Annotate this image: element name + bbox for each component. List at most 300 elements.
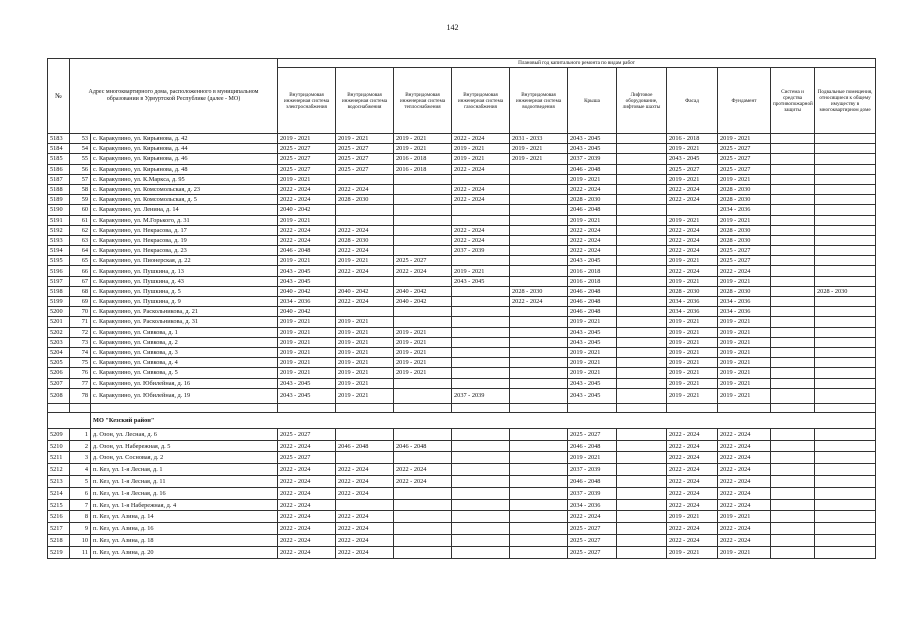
- row-id: 5213: [48, 476, 70, 488]
- row-value: [394, 487, 452, 499]
- row-value: 2019 - 2021: [452, 266, 510, 276]
- row-value: [617, 440, 667, 452]
- table-row: [48, 452, 876, 464]
- row-value: [815, 452, 876, 464]
- row-value: [336, 428, 394, 440]
- header-work-type: Внутридомовая инженерная система электроснабжения: [278, 68, 336, 134]
- row-number: 63: [70, 235, 91, 245]
- empty-cell: [452, 404, 510, 413]
- row-id: 5201: [48, 317, 70, 327]
- row-value: [815, 499, 876, 511]
- row-value: 2022 - 2024: [336, 487, 394, 499]
- row-value: 2019 - 2021: [718, 388, 771, 404]
- row-number: 78: [70, 388, 91, 404]
- row-value: [771, 134, 815, 144]
- row-address: п. Кез, ул. Азина, д. 16: [91, 523, 278, 535]
- row-value: 2019 - 2021: [667, 144, 718, 154]
- row-id: 5215: [48, 499, 70, 511]
- table-row: [48, 499, 876, 511]
- row-value: [452, 428, 510, 440]
- row-value: 2043 - 2045: [278, 388, 336, 404]
- row-value: 2037 - 2039: [568, 464, 617, 476]
- row-value: [510, 215, 568, 225]
- row-value: [336, 174, 394, 184]
- row-value: [771, 317, 815, 327]
- row-value: [771, 215, 815, 225]
- row-value: [771, 195, 815, 205]
- header-work-type: Лифтовое оборудование, лифтовые шахты: [617, 68, 667, 134]
- row-value: [452, 174, 510, 184]
- row-address: с. Каракулино, ул. Сивкова, д. 2: [91, 337, 278, 347]
- row-value: 2025 - 2027: [336, 164, 394, 174]
- row-address: с. Каракулино, ул. Пионерская, д. 22: [91, 256, 278, 266]
- empty-cell: [667, 404, 718, 413]
- row-number: 10: [70, 535, 91, 547]
- row-value: [394, 535, 452, 547]
- row-value: [394, 184, 452, 194]
- row-id: 5185: [48, 154, 70, 164]
- row-number: 56: [70, 164, 91, 174]
- row-value: [815, 440, 876, 452]
- row-value: [510, 358, 568, 368]
- row-value: 2025 - 2027: [568, 546, 617, 558]
- row-value: [815, 347, 876, 357]
- row-value: [617, 246, 667, 256]
- row-id: 5209: [48, 428, 70, 440]
- row-address: с. Каракулино, ул. Пушкина, д. 9: [91, 297, 278, 307]
- row-value: 2046 - 2048: [568, 476, 617, 488]
- row-value: [617, 358, 667, 368]
- row-value: [452, 205, 510, 215]
- row-value: [771, 378, 815, 388]
- row-value: [510, 327, 568, 337]
- row-address: с. Каракулино, ул. Сивкова, д. 3: [91, 347, 278, 357]
- row-address: с. Каракулино, ул. Сивкова, д. 4: [91, 358, 278, 368]
- row-value: 2019 - 2021: [452, 154, 510, 164]
- row-value: [617, 164, 667, 174]
- row-value: 2022 - 2024: [667, 499, 718, 511]
- row-number: 1: [70, 428, 91, 440]
- table-row: [48, 184, 876, 194]
- row-value: [771, 205, 815, 215]
- row-value: [336, 307, 394, 317]
- row-value: 2025 - 2027: [278, 428, 336, 440]
- row-value: 2019 - 2021: [336, 358, 394, 368]
- row-value: [394, 174, 452, 184]
- empty-cell: [394, 404, 452, 413]
- row-value: 2043 - 2045: [667, 154, 718, 164]
- row-id: 5197: [48, 276, 70, 286]
- row-value: 2040 - 2042: [394, 297, 452, 307]
- row-value: 2025 - 2027: [718, 256, 771, 266]
- row-address: п. Кез, ул. Азина, д. 18: [91, 535, 278, 547]
- row-number: 75: [70, 358, 91, 368]
- row-value: [617, 327, 667, 337]
- row-value: 2019 - 2021: [667, 511, 718, 523]
- row-value: [771, 440, 815, 452]
- row-value: 2022 - 2024: [718, 476, 771, 488]
- header-work-type: Внутридомовая инженерная система водоотведения: [510, 68, 568, 134]
- row-value: 2040 - 2042: [278, 286, 336, 296]
- row-value: 2022 - 2024: [568, 184, 617, 194]
- row-address: с. Каракулино, ул. Ленина, д. 14: [91, 205, 278, 215]
- row-value: 2037 - 2039: [568, 154, 617, 164]
- row-value: [336, 276, 394, 286]
- row-value: [771, 225, 815, 235]
- row-value: [394, 215, 452, 225]
- row-number: 70: [70, 307, 91, 317]
- row-value: 2019 - 2021: [278, 174, 336, 184]
- row-value: [510, 476, 568, 488]
- row-value: 2019 - 2021: [667, 174, 718, 184]
- row-value: 2022 - 2024: [452, 134, 510, 144]
- row-value: [815, 174, 876, 184]
- row-value: 2022 - 2024: [278, 523, 336, 535]
- table-row: [48, 464, 876, 476]
- row-value: [815, 476, 876, 488]
- row-value: [510, 452, 568, 464]
- row-value: [510, 464, 568, 476]
- row-value: [617, 337, 667, 347]
- row-value: [771, 246, 815, 256]
- row-value: [452, 487, 510, 499]
- row-value: [452, 535, 510, 547]
- row-value: [815, 307, 876, 317]
- row-address: с. Каракулино, ул. Пушкина, д. 13: [91, 266, 278, 276]
- row-value: 2022 - 2024: [718, 487, 771, 499]
- row-number: 7: [70, 499, 91, 511]
- row-value: [394, 246, 452, 256]
- row-value: [771, 546, 815, 558]
- row-value: [815, 358, 876, 368]
- row-value: [771, 487, 815, 499]
- row-value: 2040 - 2042: [394, 286, 452, 296]
- row-value: 2019 - 2021: [718, 327, 771, 337]
- row-value: [617, 215, 667, 225]
- header-work-type: Подвальные помещения, относящиеся к общему имуществу в многоквартирном доме: [815, 68, 876, 134]
- row-id: 5205: [48, 358, 70, 368]
- row-value: 2025 - 2027: [568, 428, 617, 440]
- row-value: [394, 523, 452, 535]
- row-value: 2022 - 2024: [278, 195, 336, 205]
- row-value: [510, 428, 568, 440]
- row-value: 2046 - 2048: [568, 164, 617, 174]
- row-value: [510, 256, 568, 266]
- row-value: [510, 388, 568, 404]
- row-value: 2019 - 2021: [452, 144, 510, 154]
- row-value: 2022 - 2024: [718, 452, 771, 464]
- row-number: 77: [70, 378, 91, 388]
- row-value: 2040 - 2042: [278, 205, 336, 215]
- row-id: 5184: [48, 144, 70, 154]
- row-value: [771, 256, 815, 266]
- table-row: [48, 378, 876, 388]
- row-value: [815, 317, 876, 327]
- row-value: 2022 - 2024: [278, 225, 336, 235]
- row-id: 5186: [48, 164, 70, 174]
- row-value: [771, 535, 815, 547]
- table-row: [48, 317, 876, 327]
- row-value: [510, 266, 568, 276]
- row-value: [815, 195, 876, 205]
- row-value: [815, 164, 876, 174]
- row-value: [510, 368, 568, 378]
- row-value: [452, 215, 510, 225]
- row-value: 2046 - 2048: [394, 440, 452, 452]
- row-value: [771, 388, 815, 404]
- table-row: [48, 174, 876, 184]
- empty-cell: [617, 404, 667, 413]
- row-value: 2034 - 2036: [667, 297, 718, 307]
- page-number: 142: [446, 23, 459, 32]
- row-address: с. Каракулино, ул. Комсомольская, д. 5: [91, 195, 278, 205]
- row-value: [617, 184, 667, 194]
- header-work-type: Система и средства противопожарной защиты: [771, 68, 815, 134]
- row-value: [510, 195, 568, 205]
- row-value: 2028 - 2030: [718, 184, 771, 194]
- row-value: 2025 - 2027: [568, 535, 617, 547]
- row-value: 2019 - 2021: [568, 452, 617, 464]
- row-value: 2043 - 2045: [568, 337, 617, 347]
- row-value: [771, 368, 815, 378]
- row-value: [510, 246, 568, 256]
- row-value: 2022 - 2024: [718, 266, 771, 276]
- empty-cell: [91, 404, 278, 413]
- row-address: с. Каракулино, ул. Кирьянова, д. 46: [91, 154, 278, 164]
- row-value: 2019 - 2021: [336, 388, 394, 404]
- row-value: 2019 - 2021: [718, 347, 771, 357]
- table-row: [48, 487, 876, 499]
- row-value: [815, 378, 876, 388]
- row-value: [617, 428, 667, 440]
- row-value: [771, 235, 815, 245]
- table-row: [48, 546, 876, 558]
- row-value: 2043 - 2045: [568, 378, 617, 388]
- empty-cell: [510, 404, 568, 413]
- row-value: 2025 - 2027: [718, 164, 771, 174]
- header-number: №: [48, 59, 70, 134]
- row-value: 2022 - 2024: [667, 452, 718, 464]
- row-value: 2022 - 2024: [278, 535, 336, 547]
- row-value: 2025 - 2027: [718, 144, 771, 154]
- row-value: 2019 - 2021: [336, 378, 394, 388]
- row-number: 6: [70, 487, 91, 499]
- row-value: 2019 - 2021: [336, 347, 394, 357]
- row-value: [510, 487, 568, 499]
- row-number: 2: [70, 440, 91, 452]
- row-value: [815, 276, 876, 286]
- row-value: 2025 - 2027: [336, 154, 394, 164]
- row-address: д. Озон, ул. Набережная, д. 5: [91, 440, 278, 452]
- row-value: [617, 144, 667, 154]
- row-value: 2022 - 2024: [667, 476, 718, 488]
- row-value: 2019 - 2021: [718, 337, 771, 347]
- row-value: [510, 535, 568, 547]
- row-value: 2043 - 2045: [452, 276, 510, 286]
- row-value: [394, 205, 452, 215]
- row-value: [617, 388, 667, 404]
- row-number: 71: [70, 317, 91, 327]
- row-value: [394, 276, 452, 286]
- row-address: с. Каракулино, ул. Пушкина, д. 5: [91, 286, 278, 296]
- row-address: д. Озон, ул. Сосновая, д. 2: [91, 452, 278, 464]
- row-address: с. Каракулино, ул. М.Горького, д. 31: [91, 215, 278, 225]
- row-value: 2019 - 2021: [718, 358, 771, 368]
- row-value: [815, 428, 876, 440]
- row-number: 68: [70, 286, 91, 296]
- row-value: 2022 - 2024: [568, 225, 617, 235]
- table-body: [48, 134, 876, 559]
- row-value: [394, 511, 452, 523]
- row-address: с. Каракулино, ул. Некрасова, д. 19: [91, 235, 278, 245]
- row-value: 2019 - 2021: [667, 358, 718, 368]
- row-number: 64: [70, 246, 91, 256]
- row-value: [452, 378, 510, 388]
- row-value: 2022 - 2024: [718, 428, 771, 440]
- row-value: 2022 - 2024: [667, 428, 718, 440]
- row-value: [452, 476, 510, 488]
- table-row: [48, 246, 876, 256]
- spacer-row: [48, 404, 876, 413]
- row-address: п. Кез, ул. 1-я Лесная, д. 16: [91, 487, 278, 499]
- row-value: [510, 225, 568, 235]
- table-row: [48, 297, 876, 307]
- table-row: [48, 276, 876, 286]
- row-number: 65: [70, 256, 91, 266]
- table-row: [48, 428, 876, 440]
- row-value: 2019 - 2021: [568, 368, 617, 378]
- table-row: [48, 523, 876, 535]
- row-value: 2022 - 2024: [667, 225, 718, 235]
- row-number: 76: [70, 368, 91, 378]
- row-value: 2040 - 2042: [336, 286, 394, 296]
- row-value: 2019 - 2021: [336, 317, 394, 327]
- row-value: [617, 134, 667, 144]
- row-value: [617, 205, 667, 215]
- row-id: 5212: [48, 464, 70, 476]
- row-value: 2046 - 2048: [568, 297, 617, 307]
- row-value: 2022 - 2024: [667, 440, 718, 452]
- row-value: [771, 154, 815, 164]
- row-address: с. Каракулино, ул. Кирьянова, д. 48: [91, 164, 278, 174]
- row-address: с. Каракулино, ул. Раскольникова, д. 21: [91, 307, 278, 317]
- table-row: [48, 327, 876, 337]
- row-value: 2028 - 2030: [568, 195, 617, 205]
- row-value: 2046 - 2048: [568, 440, 617, 452]
- table-row: [48, 134, 876, 144]
- table-row: [48, 358, 876, 368]
- row-value: [771, 511, 815, 523]
- row-value: [667, 205, 718, 215]
- row-value: [771, 347, 815, 357]
- row-value: [815, 337, 876, 347]
- row-value: [510, 378, 568, 388]
- table-row: [48, 164, 876, 174]
- row-number: 57: [70, 174, 91, 184]
- row-address: с. Каракулино, ул. Сивкова, д. 1: [91, 327, 278, 337]
- row-value: [771, 464, 815, 476]
- row-value: [452, 307, 510, 317]
- row-value: 2022 - 2024: [394, 464, 452, 476]
- row-value: [815, 235, 876, 245]
- row-value: 2025 - 2027: [718, 246, 771, 256]
- row-value: [452, 464, 510, 476]
- row-value: [771, 286, 815, 296]
- row-value: 2046 - 2048: [568, 286, 617, 296]
- row-value: [510, 499, 568, 511]
- row-number: 5: [70, 476, 91, 488]
- row-value: 2019 - 2021: [667, 317, 718, 327]
- row-value: 2025 - 2027: [336, 144, 394, 154]
- row-value: 2028 - 2030: [336, 195, 394, 205]
- row-value: 2019 - 2021: [394, 134, 452, 144]
- row-value: 2025 - 2027: [278, 452, 336, 464]
- row-value: 2019 - 2021: [667, 256, 718, 266]
- row-id: 5187: [48, 174, 70, 184]
- row-value: 2022 - 2024: [336, 225, 394, 235]
- row-number: 66: [70, 266, 91, 276]
- row-value: 2019 - 2021: [568, 174, 617, 184]
- row-value: 2019 - 2021: [718, 368, 771, 378]
- row-value: [510, 235, 568, 245]
- empty-cell: [815, 404, 876, 413]
- row-value: 2019 - 2021: [667, 368, 718, 378]
- row-value: [394, 317, 452, 327]
- row-value: [394, 378, 452, 388]
- row-value: 2022 - 2024: [336, 184, 394, 194]
- row-value: 2019 - 2021: [568, 358, 617, 368]
- row-value: [617, 174, 667, 184]
- row-value: 2019 - 2021: [718, 546, 771, 558]
- row-value: 2019 - 2021: [568, 347, 617, 357]
- row-value: 2022 - 2024: [667, 535, 718, 547]
- row-value: [771, 358, 815, 368]
- row-value: [394, 235, 452, 245]
- table-row: [48, 440, 876, 452]
- row-value: 2022 - 2024: [667, 464, 718, 476]
- row-value: 2019 - 2021: [278, 317, 336, 327]
- row-number: 11: [70, 546, 91, 558]
- row-value: [336, 215, 394, 225]
- row-number: 55: [70, 154, 91, 164]
- row-value: 2022 - 2024: [278, 235, 336, 245]
- row-value: 2022 - 2024: [394, 476, 452, 488]
- row-id: 5206: [48, 368, 70, 378]
- row-id: 5192: [48, 225, 70, 235]
- row-id: 5183: [48, 134, 70, 144]
- row-value: [617, 523, 667, 535]
- table-row: [48, 225, 876, 235]
- row-id: 5195: [48, 256, 70, 266]
- row-value: 2025 - 2027: [394, 256, 452, 266]
- row-value: 2022 - 2024: [452, 225, 510, 235]
- row-value: [771, 523, 815, 535]
- row-value: 2022 - 2024: [336, 297, 394, 307]
- table-row: [48, 511, 876, 523]
- row-value: [394, 546, 452, 558]
- row-value: [617, 476, 667, 488]
- row-value: [617, 266, 667, 276]
- row-value: 2022 - 2024: [278, 511, 336, 523]
- row-value: 2019 - 2021: [718, 134, 771, 144]
- row-value: 2028 - 2030: [718, 225, 771, 235]
- row-value: 2022 - 2024: [278, 546, 336, 558]
- row-value: 2019 - 2021: [568, 317, 617, 327]
- row-value: 2037 - 2039: [452, 246, 510, 256]
- row-value: 2022 - 2024: [568, 235, 617, 245]
- table-row: [48, 215, 876, 225]
- row-value: 2022 - 2024: [667, 487, 718, 499]
